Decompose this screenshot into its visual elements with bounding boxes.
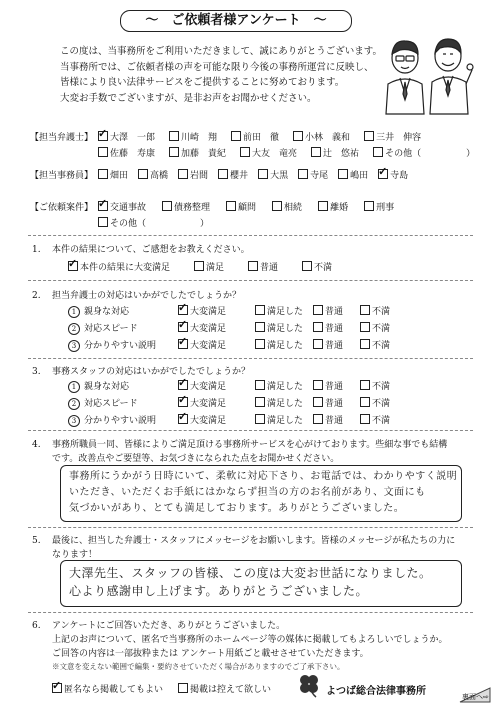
q4-answer-line3: 気づかいがあり、とても満足しております。ありがとうございました。: [69, 503, 405, 514]
rating-checkbox[interactable]: [178, 322, 188, 332]
option: [218, 168, 248, 181]
rating-option: [178, 321, 226, 334]
rating-checkbox[interactable]: [313, 380, 323, 390]
rating-option: [178, 338, 226, 351]
checkbox[interactable]: [240, 147, 250, 157]
rating-checkbox[interactable]: [313, 414, 323, 424]
checkbox[interactable]: [178, 169, 188, 179]
row-label: 親身な対応: [84, 382, 130, 392]
option: [194, 260, 224, 273]
checkbox[interactable]: [98, 131, 108, 141]
q5-text-line2: [52, 547, 97, 560]
q5-answer-line2: 心より感謝申し上げます。ありがとうございました。: [69, 584, 369, 598]
row-number: 3: [68, 340, 80, 352]
q3-number: 3.: [32, 367, 41, 377]
rating-option: [313, 321, 343, 334]
case-other-checkbox[interactable]: [98, 217, 108, 227]
rating-row: [68, 413, 184, 427]
option-label: 寺島: [390, 171, 409, 181]
rating-option: [313, 413, 343, 426]
option-label: その他（ ）: [385, 149, 476, 159]
option-label: 交通事故: [110, 203, 147, 213]
rating-label: 大変満足: [190, 399, 227, 409]
q6-question: アンケートにご回答いただき、ありがとうございました。: [52, 621, 286, 631]
rating-option: [178, 396, 226, 409]
case-label: 【ご依頼案件】: [30, 203, 94, 213]
checkbox[interactable]: [194, 261, 204, 271]
publish-no-label: 掲載は控えて欲しい: [190, 685, 272, 695]
rating-label: 満足した: [267, 382, 304, 392]
q6-text: [32, 618, 285, 631]
rating-option: [313, 338, 343, 351]
option-label: 大黒: [270, 171, 289, 181]
checkbox[interactable]: [218, 169, 228, 179]
divider: [28, 527, 473, 528]
rating-checkbox[interactable]: [178, 305, 188, 315]
q6-note: ※文意を変えない範囲で編集・要約させていただく場合がありますのでご了承下さい。: [52, 662, 345, 671]
q3-question: 事務スタッフの対応はいかがでしたでしょうか？: [52, 367, 251, 377]
checkbox[interactable]: [98, 169, 108, 179]
q2-question: 担当弁護士の対応はいかがでしたでしょうか？: [52, 291, 242, 301]
checkbox[interactable]: [378, 169, 388, 179]
q4-question-line2: です。改善点やご要望等、お気づきになられた点をお聞かせください。: [52, 454, 340, 464]
publish-ok-checkbox[interactable]: [52, 683, 62, 693]
rating-option: [255, 413, 303, 426]
intro-line: この度は、当事務所をご利用いただきまして、誠にありがとうございます。: [60, 46, 383, 57]
option: [318, 200, 348, 213]
option: [169, 146, 226, 159]
rating-option: [178, 379, 226, 392]
option: [364, 200, 394, 213]
rating-label: 大変満足: [190, 416, 227, 426]
q3-text: [32, 364, 250, 377]
option: [373, 146, 475, 159]
case-section: [30, 200, 93, 213]
rating-option: [360, 413, 390, 426]
checkbox[interactable]: [364, 201, 374, 211]
rating-option: [360, 304, 390, 317]
option: [298, 168, 328, 181]
lawyer-options-row2: [98, 146, 489, 159]
rating-option: [360, 396, 390, 409]
q4-number: 4.: [32, 440, 41, 450]
q6-number: 6.: [32, 621, 41, 631]
checkbox[interactable]: [248, 261, 258, 271]
rating-checkbox[interactable]: [360, 322, 370, 332]
rating-row: [68, 338, 184, 352]
row-label: 分かりやすい説明: [84, 341, 157, 351]
option-label: 小林 義和: [305, 133, 351, 143]
option-label: 三井 伸容: [376, 133, 422, 143]
lawyer-label: 【担当弁護士】: [30, 133, 94, 143]
option-label: 大友 竜亮: [252, 149, 298, 159]
rating-checkbox[interactable]: [255, 397, 265, 407]
row-number: 3: [68, 415, 80, 427]
option-label: 寺尾: [310, 171, 329, 181]
rating-checkbox[interactable]: [360, 414, 370, 424]
option-label: 満足: [206, 263, 225, 273]
option: [98, 130, 155, 143]
option: [248, 260, 278, 273]
rating-checkbox[interactable]: [255, 322, 265, 332]
q5-answer-box[interactable]: [60, 560, 462, 607]
rating-checkbox[interactable]: [360, 305, 370, 315]
option-label: 刑事: [376, 203, 395, 213]
arrow-right-icon: ⇨: [483, 693, 489, 701]
intro-line: 当事務所では、ご依頼者様の声を可能な限り今後の事務所運営に反映し、: [60, 61, 374, 73]
option: [302, 260, 332, 273]
option: [311, 146, 359, 159]
option-label: 不満: [314, 263, 333, 273]
rating-option: [255, 338, 303, 351]
rating-option: [360, 321, 390, 334]
option: [293, 130, 350, 143]
row-label: 対応スピード: [84, 399, 138, 409]
rating-label: 普通: [325, 382, 344, 392]
checkbox[interactable]: [302, 261, 312, 271]
row-number: 1: [68, 381, 80, 393]
rating-row: [68, 396, 184, 410]
rating-label: 普通: [325, 399, 344, 409]
case-other-label: その他（ ）: [110, 219, 210, 229]
q1-question: 本件の結果について、ご感想をお教えください。: [52, 245, 250, 255]
q5-question-line1: 最後に、担当した弁護士・スタッフにメッセージをお願いします。皆様のメッセージが私たちの力に: [52, 536, 456, 546]
rating-checkbox[interactable]: [313, 339, 323, 349]
case-other: [98, 216, 209, 229]
rating-option: [178, 413, 226, 426]
checkbox[interactable]: [258, 169, 268, 179]
option: [98, 168, 128, 181]
rating-label: 満足した: [267, 307, 304, 317]
option-label: 櫻井: [230, 171, 249, 181]
q4-answer-box[interactable]: [60, 465, 462, 522]
q5-number: 5.: [32, 536, 41, 546]
checkbox[interactable]: [226, 201, 236, 211]
rating-option: [178, 304, 226, 317]
option: [378, 168, 408, 181]
page-title: 〜 ご依頼者様アンケート 〜: [120, 10, 352, 32]
rating-checkbox[interactable]: [178, 339, 188, 349]
rating-label: 不満: [372, 399, 391, 409]
q1-number: 1.: [32, 245, 41, 255]
rating-label: 満足した: [267, 341, 304, 351]
rating-label: 大変満足: [190, 307, 227, 317]
rating-label: 普通: [325, 324, 344, 334]
rating-option: [255, 379, 303, 392]
rating-label: 満足した: [267, 399, 304, 409]
checkbox[interactable]: [162, 201, 172, 211]
q6-paragraph2: ご回答の内容は一部抜粋または アンケート用紙ごと載せさせていただきます。: [52, 649, 369, 659]
rating-checkbox[interactable]: [255, 305, 265, 315]
rating-label: 大変満足: [190, 382, 227, 392]
row-label: 分かりやすい説明: [84, 416, 157, 426]
rating-option: [313, 379, 343, 392]
checkbox[interactable]: [231, 131, 241, 141]
clover-logo-icon: [296, 672, 322, 698]
rating-label: 不満: [372, 382, 391, 392]
rating-checkbox[interactable]: [360, 339, 370, 349]
option-label: 債務整理: [174, 203, 211, 213]
case-options: [98, 200, 410, 213]
checkbox[interactable]: [373, 147, 383, 157]
rating-checkbox[interactable]: [313, 322, 323, 332]
q1-text: [32, 242, 250, 255]
q4-text-line2: [52, 451, 339, 464]
rating-checkbox[interactable]: [360, 380, 370, 390]
option-label: 辻 悠祐: [323, 149, 360, 159]
option-label: 畑田: [110, 171, 129, 181]
row-number: 2: [68, 323, 80, 335]
q6-option-no: [178, 682, 271, 695]
rating-option: [255, 321, 303, 334]
staff-options: [98, 168, 418, 181]
lawyer-section: [30, 130, 93, 143]
turn-over-label: 裏面へ⇨: [462, 693, 489, 701]
checkbox[interactable]: [138, 169, 148, 179]
rating-option: [313, 304, 343, 317]
checkbox[interactable]: [98, 201, 108, 211]
checkbox[interactable]: [169, 147, 179, 157]
option-label: 加藤 貴紀: [181, 149, 227, 159]
divider: [28, 358, 473, 359]
publish-ok-label: 匿名なら掲載してもよい: [64, 685, 164, 695]
q4-question-line1: 事務所職員一同、皆様によりご満足頂ける事務所サービスを心がけております。些細な事でも結構: [52, 440, 448, 450]
rating-checkbox[interactable]: [178, 397, 188, 407]
q2-number: 2.: [32, 291, 41, 301]
rating-checkbox[interactable]: [313, 305, 323, 315]
checkbox[interactable]: [298, 169, 308, 179]
q6-option-ok: [52, 682, 163, 695]
divider: [28, 612, 473, 613]
q5-answer-line1: 大澤先生、スタッフの皆様、この度は大変お世話になりました。: [69, 566, 432, 580]
option: [240, 146, 297, 159]
option: [258, 168, 288, 181]
q5-text: [32, 533, 455, 546]
rating-label: 不満: [372, 341, 391, 351]
option: [226, 200, 256, 213]
rating-option: [360, 379, 390, 392]
rating-label: 満足した: [267, 324, 304, 334]
option-label: 本件の結果に大変満足: [80, 263, 171, 273]
rating-label: 普通: [325, 416, 344, 426]
option-label: 岩間: [190, 171, 209, 181]
rating-checkbox[interactable]: [313, 397, 323, 407]
checkbox[interactable]: [293, 131, 303, 141]
rating-option: [360, 338, 390, 351]
intro-line: 大変お手数でございますが、是非お声をお聞かせください。: [60, 92, 317, 104]
rating-checkbox[interactable]: [360, 397, 370, 407]
intro-text: [60, 44, 382, 106]
rating-row: [68, 304, 184, 318]
q5-question-line2: なります！: [52, 550, 98, 560]
divider: [28, 280, 473, 281]
rating-option: [255, 304, 303, 317]
option: [338, 168, 368, 181]
option: [68, 260, 170, 273]
checkbox[interactable]: [98, 147, 108, 157]
q4-answer-line1: 事務所にうかがう日時にいて、柔軟に対応下さり、お電話では、わかりやすく説明: [69, 471, 458, 482]
rating-checkbox[interactable]: [178, 414, 188, 424]
option: [98, 200, 146, 213]
checkbox[interactable]: [338, 169, 348, 179]
option: [364, 130, 421, 143]
publish-no-checkbox[interactable]: [178, 683, 188, 693]
rating-label: 大変満足: [190, 341, 227, 351]
option-label: 川崎 翔: [181, 133, 218, 143]
option-label: 相続: [284, 203, 303, 213]
rating-label: 不満: [372, 324, 391, 334]
row-label: 親身な対応: [84, 307, 130, 317]
checkbox[interactable]: [68, 261, 78, 271]
checkbox[interactable]: [169, 131, 179, 141]
option-label: 顧問: [238, 203, 257, 213]
checkbox[interactable]: [272, 201, 282, 211]
rating-option: [313, 396, 343, 409]
rating-checkbox[interactable]: [255, 380, 265, 390]
option-label: 大澤 一郎: [110, 133, 156, 143]
row-number: 2: [68, 398, 80, 410]
lawyer-options-row1: [98, 130, 435, 143]
option-label: 嶋田: [350, 171, 369, 181]
option: [178, 168, 208, 181]
intro-line: 皆様により良い法律サービスをご提供することに努めております。: [60, 77, 345, 88]
option: [162, 200, 210, 213]
rating-checkbox[interactable]: [255, 339, 265, 349]
rating-option: [255, 396, 303, 409]
option-label: 離婚: [330, 203, 349, 213]
divider: [28, 430, 473, 431]
lawyers-illustration: [380, 34, 475, 116]
rating-label: 不満: [372, 416, 391, 426]
option: [272, 200, 302, 213]
rating-label: 不満: [372, 307, 391, 317]
q6-paragraph1: 上記のお声について、匿名で当事務所のホームページ等の媒体に掲載してもよろしいでしょうか。: [52, 635, 448, 645]
staff-label: 【担当事務員】: [30, 171, 94, 181]
firm-name: よつば総合法律事務所: [326, 686, 426, 697]
rating-label: 普通: [325, 341, 344, 351]
rating-row: [68, 379, 184, 393]
option: [98, 146, 155, 159]
rating-label: 普通: [325, 307, 344, 317]
rating-row: [68, 321, 184, 335]
q2-text: [32, 288, 241, 301]
rating-checkbox[interactable]: [178, 380, 188, 390]
option-label: 高橋: [150, 171, 169, 181]
q1-options: [68, 260, 356, 273]
staff-section: [30, 168, 93, 181]
checkbox[interactable]: [364, 131, 374, 141]
option: [169, 130, 217, 143]
q4-text: [32, 437, 447, 450]
option-label: 佐藤 寿康: [110, 149, 156, 159]
rating-label: 大変満足: [190, 324, 227, 334]
rating-checkbox[interactable]: [255, 414, 265, 424]
option: [231, 130, 279, 143]
option-label: 普通: [260, 263, 279, 273]
q4-answer-line2: いただき、いただくお手紙にはかならず担当の方のお名前があり、文面にも: [69, 487, 426, 498]
row-number: 1: [68, 306, 80, 318]
option: [138, 168, 168, 181]
option-label: 前田 徹: [243, 133, 280, 143]
rating-label: 満足した: [267, 416, 304, 426]
divider: [28, 235, 473, 236]
row-label: 対応スピード: [84, 324, 138, 334]
checkbox[interactable]: [318, 201, 328, 211]
checkbox[interactable]: [311, 147, 321, 157]
